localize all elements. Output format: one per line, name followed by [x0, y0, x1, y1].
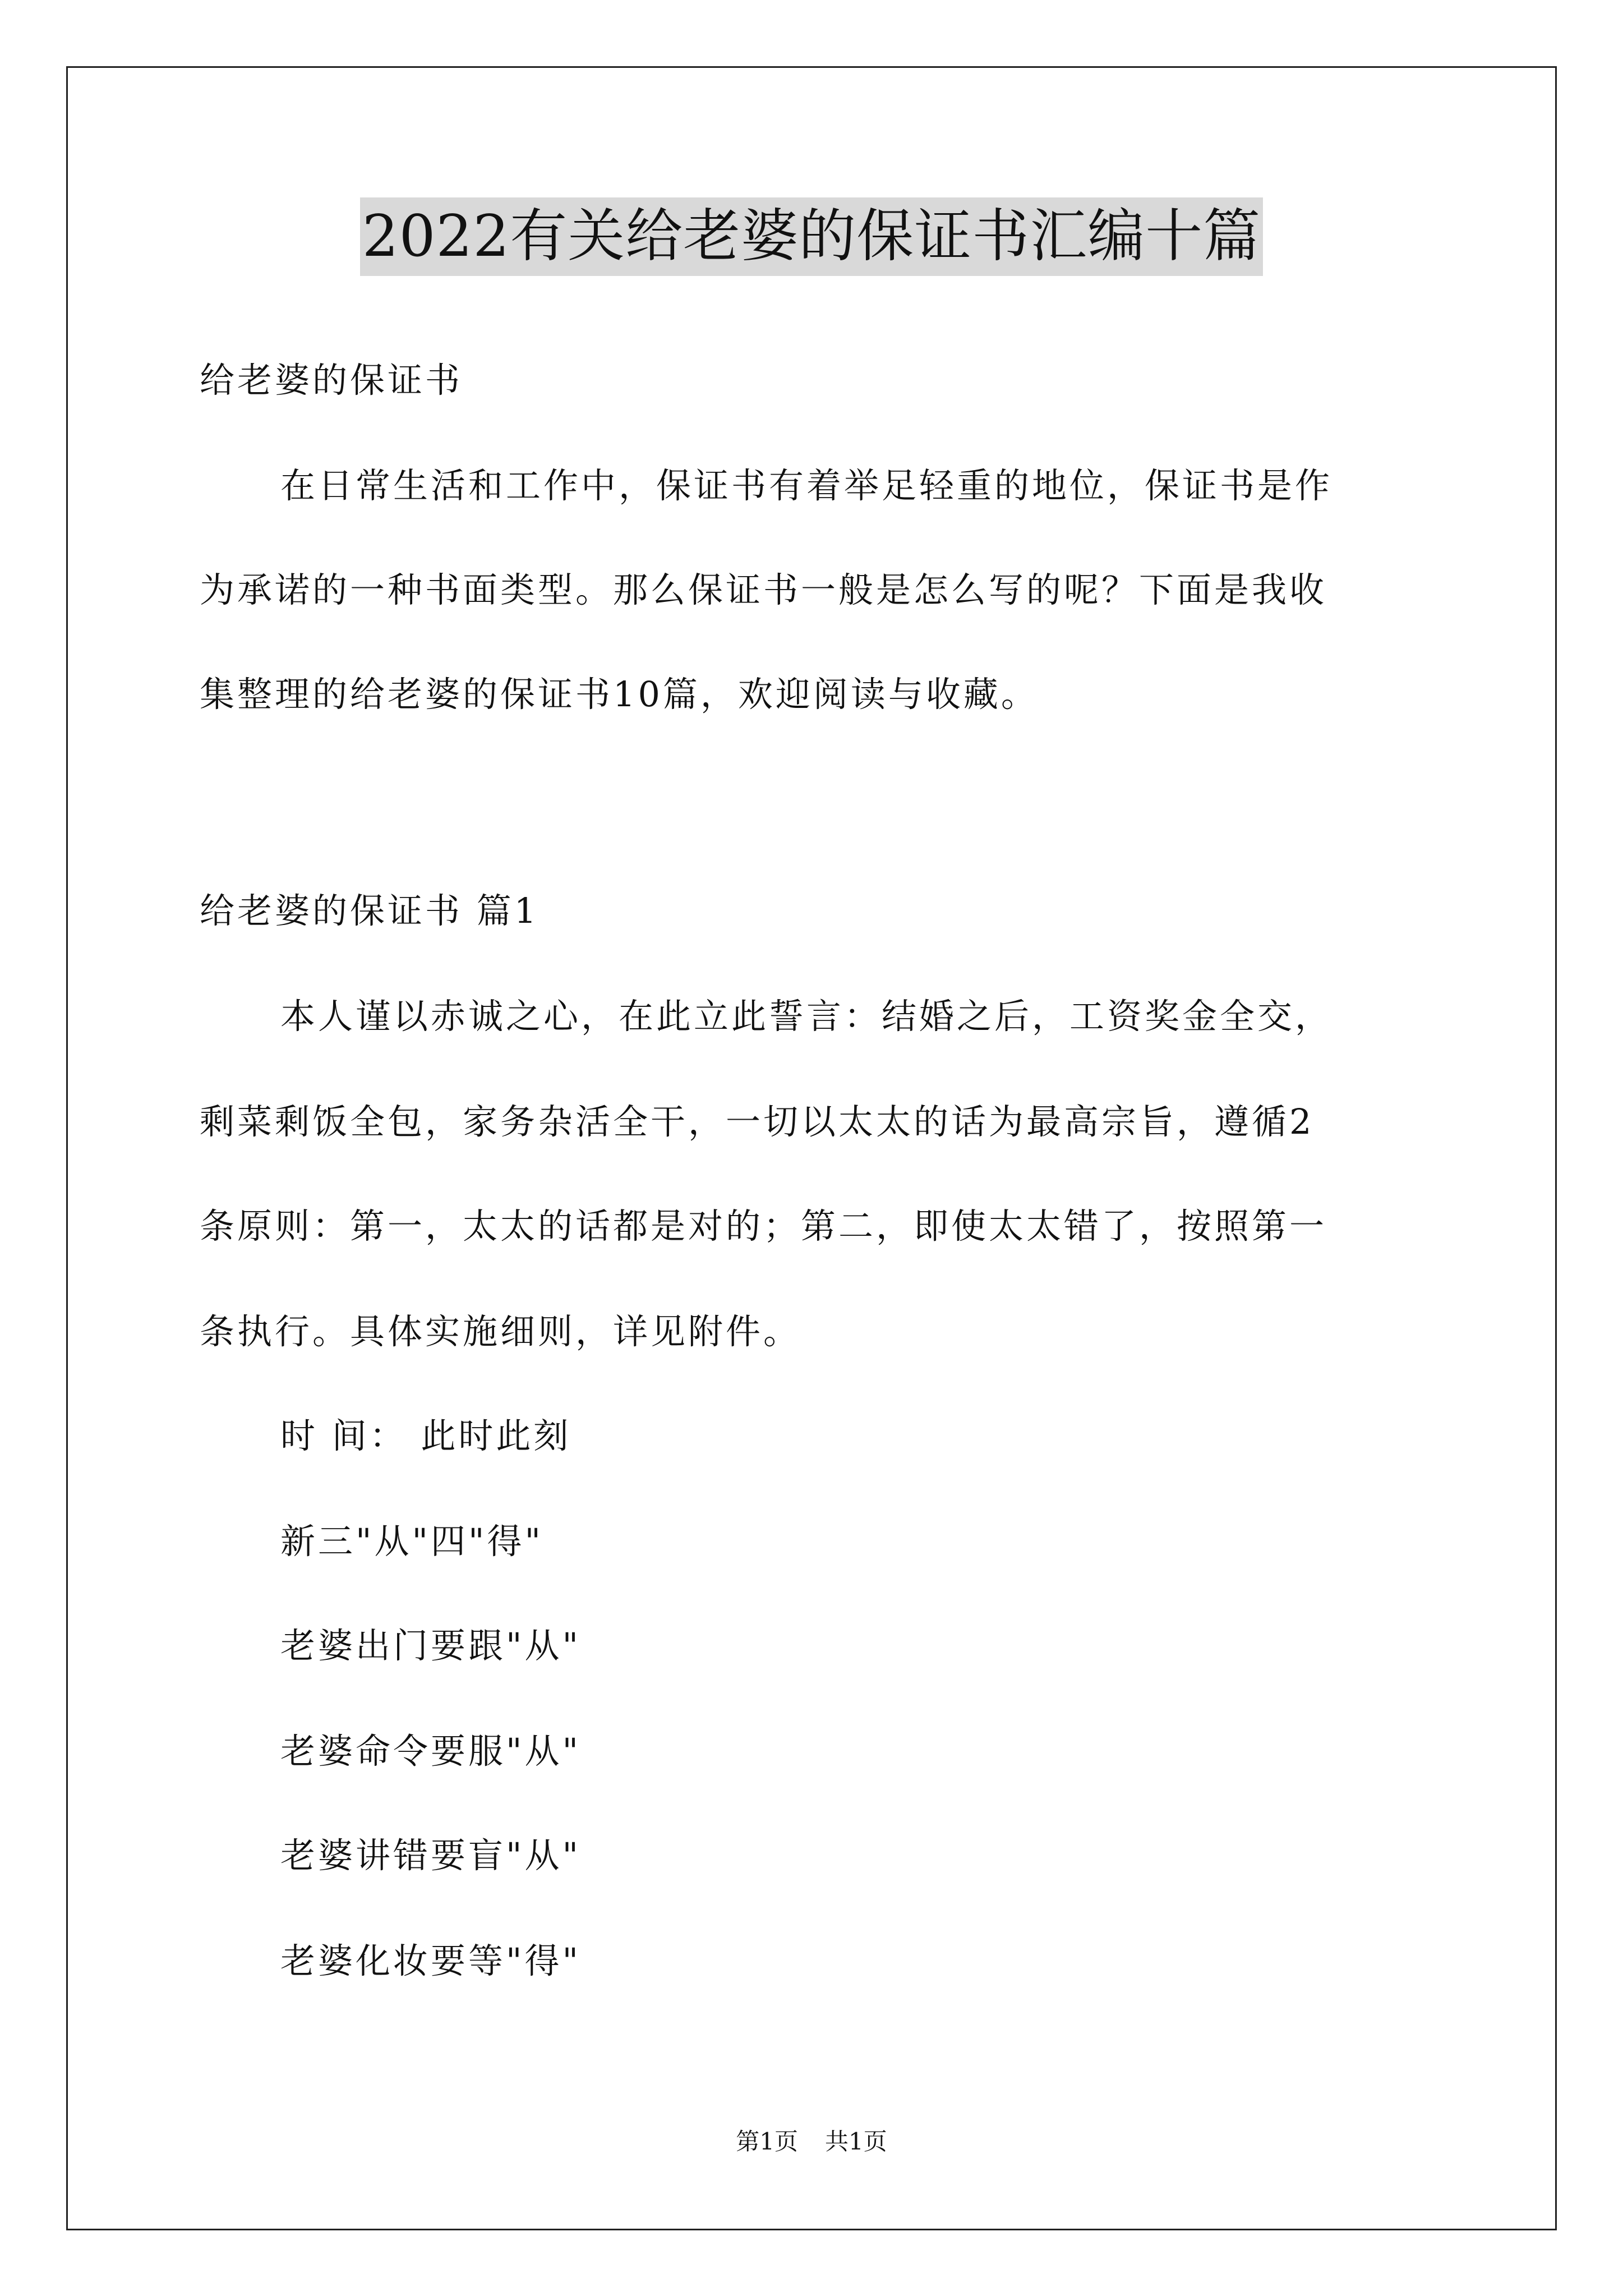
list-item: 新三"从"四"得": [280, 1521, 544, 1562]
intro-line-3: 集整理的给老婆的保证书10篇，欢迎阅读与收藏。: [200, 674, 1039, 715]
page-total: 共1页: [825, 2128, 887, 2155]
body-line-2: 剩菜剩饭全包，家务杂活全干，一切以太太的话为最高宗旨，遵循2: [200, 1101, 1315, 1142]
list-item: 老婆化妆要等"得": [280, 1940, 582, 1981]
body-line-3: 条原则：第一，太太的话都是对的；第二，即使太太错了，按照第一: [200, 1205, 1327, 1246]
document-title: 2022有关给老婆的保证书汇编十篇: [360, 197, 1264, 276]
intro-line-2: 为承诺的一种书面类型。那么保证书一般是怎么写的呢？下面是我收: [200, 569, 1327, 610]
time-line: 时 间： 此时此刻: [280, 1415, 571, 1456]
list-item: 老婆出门要跟"从": [280, 1625, 582, 1666]
body-line-1: 本人谨以赤诚之心，在此立此誓言：结婚之后，工资奖金全交，: [280, 996, 1333, 1037]
body-line-4: 条执行。具体实施细则，详见附件。: [200, 1311, 801, 1352]
title-container: [0, 197, 1623, 276]
list-item: 老婆命令要服"从": [280, 1731, 582, 1772]
list-item: 老婆讲错要盲"从": [280, 1835, 582, 1876]
intro-line-1: 在日常生活和工作中，保证书有着举足轻重的地位，保证书是作: [280, 465, 1333, 506]
page-footer: [0, 2126, 1623, 2157]
section-heading-1: 给老婆的保证书 篇1: [200, 890, 540, 931]
section-heading-intro: 给老婆的保证书: [200, 360, 463, 401]
page-number: 第1页: [736, 2128, 798, 2155]
